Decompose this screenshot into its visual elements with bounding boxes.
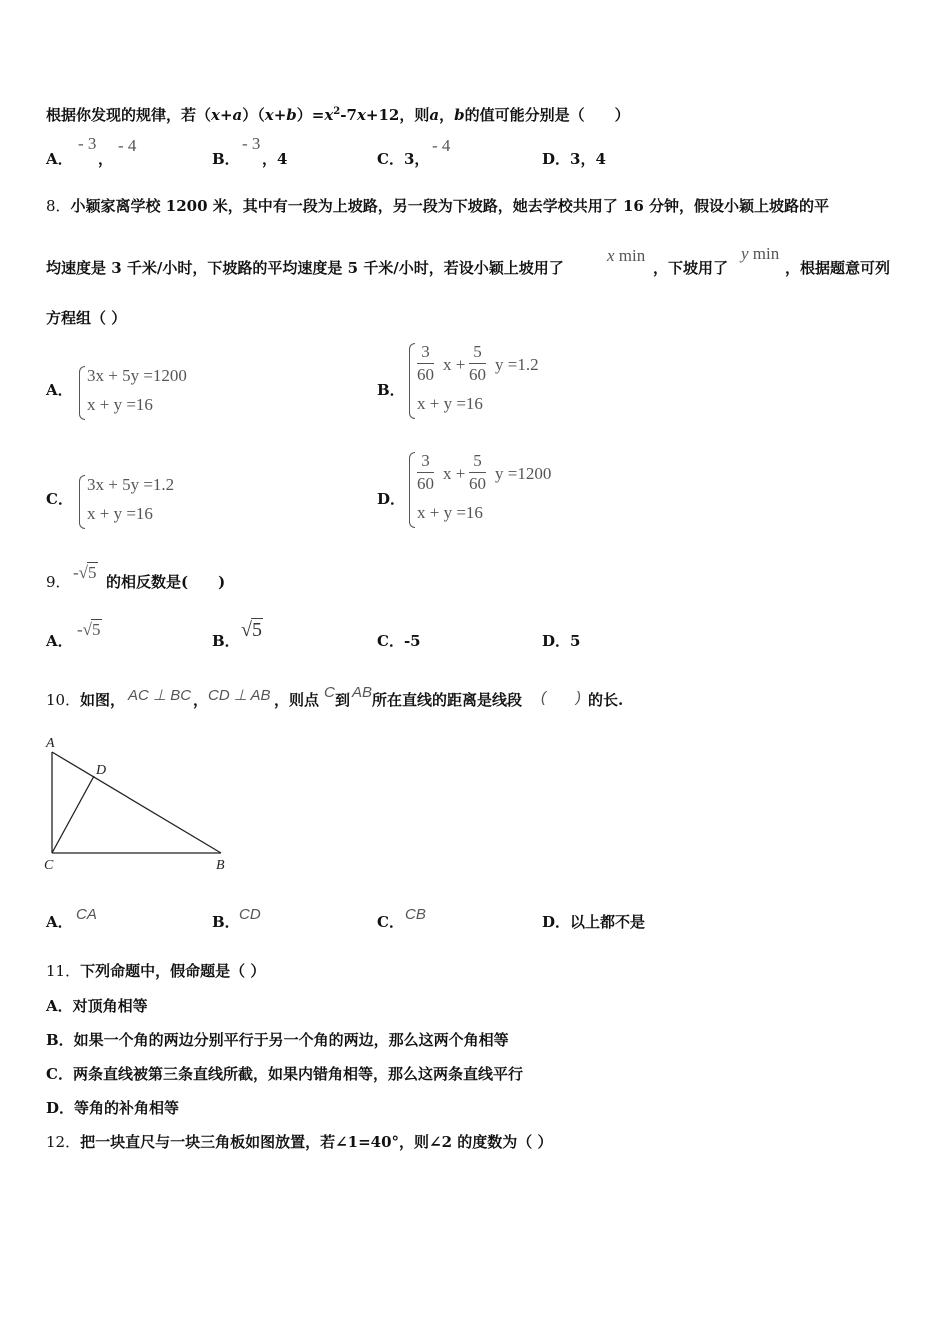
- q9-option-d-label[interactable]: D．5: [542, 632, 581, 650]
- fraction-numerator: 5: [473, 342, 482, 361]
- q8-xmin-var: x: [607, 246, 615, 265]
- fraction-denominator: 60: [469, 365, 486, 384]
- q7-var: a: [429, 106, 440, 124]
- q10-s5: 所在直线的距离是线段: [372, 691, 523, 709]
- q8-stem-line: 小颖家离学校 1200 米，其中有一段为上坡路，另一段为下坡路，她去学校共用了 16 分钟，假设小颖上坡路的平: [70, 197, 830, 215]
- q7-var: x+b: [264, 106, 297, 124]
- fraction-bar: [469, 363, 486, 364]
- q10-m4: AB: [352, 684, 373, 701]
- q8-ymin: [741, 244, 779, 264]
- label-b: B: [216, 858, 225, 873]
- q8-xmin: [607, 246, 645, 266]
- q10-triangle-figure: [40, 730, 240, 875]
- q9-radicand: 5: [88, 563, 97, 582]
- q8-option-b-end: y =1.2: [495, 355, 539, 374]
- q8-option-b-frac2: [469, 342, 486, 385]
- q8-option-a-eq2: x + y =16: [87, 395, 153, 414]
- q8-line2: 均速度是 3 千米/小时，下坡路的平均速度是 5 千米/小时，若设小颖上坡用了: [46, 259, 564, 277]
- q10-option-b-value: CD: [239, 906, 261, 923]
- q8-option-b-brace: [409, 343, 415, 419]
- q9-b-radicand: 5: [251, 619, 262, 641]
- q10-s6: 的长.: [588, 691, 624, 709]
- question-number: 12．: [46, 1133, 81, 1151]
- q8-option-d-brace: [409, 452, 415, 528]
- q8-ymin-unit: min: [752, 244, 780, 263]
- fraction-denominator: 60: [417, 365, 434, 384]
- q8-option-d-frac2: [469, 451, 486, 494]
- q9-option-a-label[interactable]: A．: [46, 632, 73, 650]
- q8-option-a-label[interactable]: A．: [46, 381, 73, 399]
- q7-sup: 2: [333, 106, 341, 117]
- q9-option-b-label[interactable]: B．: [212, 632, 240, 650]
- q9-option-b-value: √5: [241, 619, 262, 641]
- q8-option-c-eq2: x + y =16: [87, 504, 153, 523]
- q7-stem-part: 的值可能分别是（ ）: [464, 106, 630, 124]
- q10-option-c-label[interactable]: C．: [377, 913, 404, 931]
- q8-option-d-mid: x +: [443, 464, 466, 483]
- question-number: 8．: [46, 197, 71, 215]
- q9-number: 9．: [46, 573, 71, 591]
- q10-s2: ，: [193, 691, 209, 709]
- q10-m1: AC ⊥ BC: [128, 687, 192, 704]
- q7-var: b: [454, 106, 465, 124]
- q7-option-d-label[interactable]: D．3，4: [542, 150, 606, 168]
- q7-var: x: [324, 106, 334, 124]
- q8-line2b: ，下坡用了: [653, 259, 729, 277]
- fraction-numerator: 3: [421, 342, 430, 361]
- q7-var: x+a: [211, 106, 243, 124]
- q8-option-c-eq1: 3x + 5y =1.2: [87, 475, 175, 494]
- q10-option-b-label[interactable]: B．: [212, 913, 240, 931]
- q8-option-c-brace: [79, 475, 85, 529]
- q11-stem: [46, 961, 265, 981]
- q10-m3: C: [324, 684, 335, 701]
- q8-option-b-label[interactable]: B．: [377, 381, 405, 399]
- q7-stem-part: 根据你发现的规律，若（: [46, 106, 212, 124]
- q10-option-a-value: CA: [76, 906, 97, 923]
- q10-m2: CD ⊥ AB: [208, 687, 271, 704]
- q7-option-a-sep: ，: [98, 150, 114, 168]
- q8-xmin-unit: min: [618, 246, 646, 265]
- q7-option-a-v1: - 3: [78, 134, 97, 153]
- q9-option-c-label[interactable]: C．-5: [377, 632, 421, 650]
- q10-option-a-label[interactable]: A．: [46, 913, 73, 931]
- q8-option-a-eq1: 3x + 5y =1200: [87, 366, 187, 385]
- q8-option-b-eq2: x + y =16: [417, 394, 483, 413]
- q11-option-a[interactable]: A．对顶角相等: [46, 997, 148, 1015]
- q7-option-a-v2: - 4: [118, 136, 137, 155]
- fraction-bar: [469, 472, 486, 473]
- q8-line1: [46, 196, 829, 216]
- q7-stem-part: ）（: [242, 106, 265, 124]
- q7-stem-part: ）=: [296, 106, 325, 124]
- q8-option-d-end: y =1200: [495, 464, 552, 483]
- q8-option-d-frac1: [417, 451, 434, 494]
- q9-a-radicand: 5: [92, 620, 101, 639]
- q7-option-b-label[interactable]: B．: [212, 150, 240, 168]
- q10-option-c-value: CB: [405, 906, 426, 923]
- fraction-numerator: 5: [473, 451, 482, 470]
- q11-option-b[interactable]: B．如果一个角的两边分别平行于另一个角的两边，那么这两个角相等: [46, 1031, 509, 1049]
- q8-line2c: ，根据题意可列: [785, 259, 891, 277]
- q8-option-d-label[interactable]: D．: [377, 490, 406, 508]
- q9-a-sign: -: [77, 620, 83, 639]
- q7-stem: [46, 102, 630, 125]
- q12-stem-text: 把一块直尺与一块三角板如图放置，若∠1=40°，则∠2 的度数为（ ）: [80, 1133, 553, 1151]
- fraction-denominator: 60: [417, 474, 434, 493]
- q7-option-b-v1: - 3: [242, 134, 261, 153]
- q8-option-b-mid: x +: [443, 355, 466, 374]
- q8-ymin-var: y: [741, 244, 749, 263]
- q11-option-c[interactable]: C．两条直线被第三条直线所截，如果内错角相等，那么这两条直线平行: [46, 1065, 523, 1083]
- q10-s1: 如图，: [80, 691, 126, 709]
- q11-stem-text: 下列命题中，假命题是（ ）: [80, 962, 266, 980]
- q7-option-a-label[interactable]: A．: [46, 150, 73, 168]
- q7-stem-part: -7: [340, 106, 357, 124]
- q9-option-a-value: -√5: [77, 620, 101, 639]
- q10-option-d-label[interactable]: D．以上都不是: [542, 913, 646, 931]
- q11-option-d[interactable]: D．等角的补角相等: [46, 1099, 180, 1117]
- q9-sign: -: [73, 563, 79, 582]
- fraction-denominator: 60: [469, 474, 486, 493]
- q8-option-d-eq2: x + y =16: [417, 503, 483, 522]
- q8-line3: 方程组（ ）: [46, 309, 127, 327]
- q7-stem-part: +12，则: [365, 106, 430, 124]
- fraction-bar: [417, 363, 434, 364]
- q10-blank: ( ): [541, 689, 581, 706]
- q7-option-c-label[interactable]: C．3，: [377, 150, 430, 168]
- q8-option-a-brace: [79, 366, 85, 420]
- label-d: D: [96, 763, 107, 778]
- fraction-numerator: 3: [421, 451, 430, 470]
- fraction-bar: [417, 472, 434, 473]
- question-number: 11．: [46, 962, 81, 980]
- segment-cd: [52, 776, 94, 853]
- q10-s3: ，则点: [274, 691, 320, 709]
- label-a: A: [46, 736, 55, 751]
- segment-ab: [52, 752, 221, 853]
- q9-stem: 的相反数是( ): [106, 573, 226, 591]
- q10-number: 10．: [46, 691, 81, 709]
- label-c: C: [44, 858, 54, 873]
- q7-stem-part: ，: [439, 106, 455, 124]
- q8-option-b-frac1: [417, 342, 434, 385]
- q7-option-b-rest: ，4: [262, 150, 288, 168]
- q7-option-c-v2: - 4: [432, 136, 451, 155]
- q9-expression: -√5: [73, 563, 97, 582]
- q10-s4: 到: [335, 691, 351, 709]
- q8-option-c-label[interactable]: C．: [46, 490, 73, 508]
- q12-stem: [46, 1132, 553, 1152]
- q7-var: x: [356, 106, 366, 124]
